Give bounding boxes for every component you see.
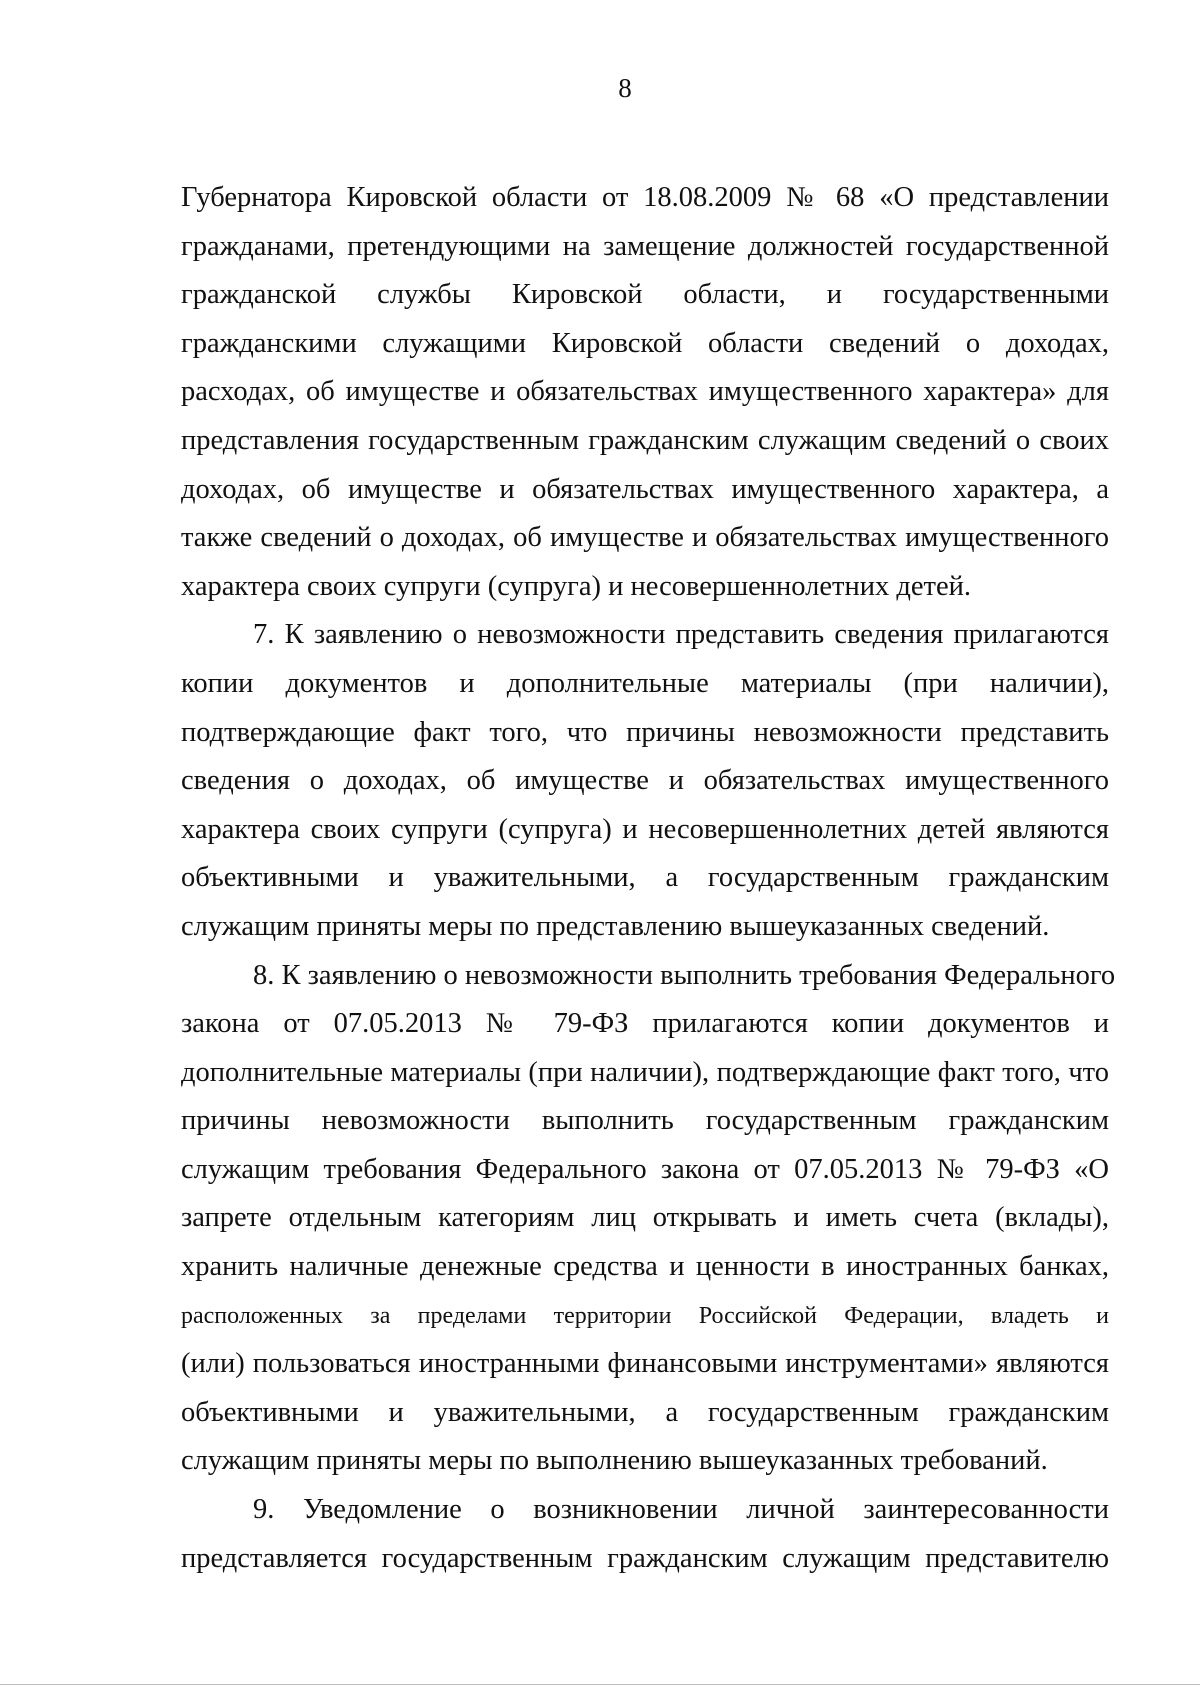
- paragraph-8: [181, 952, 1116, 1487]
- text-line: копии документов и дополнительные материалы (при наличии),: [181, 667, 1109, 699]
- text-line: (или) пользоваться иностранными финансовыми инструментами» являются: [181, 1348, 1109, 1380]
- text-line: представляется государственным гражданским служащим представителю: [181, 1542, 1109, 1574]
- scan-edge-line: [0, 1684, 1200, 1685]
- text-line: расположенных за пределами территории Российской Федерации, владеть и: [181, 1302, 1109, 1329]
- page-number: 8: [618, 73, 632, 103]
- text-line: хранить наличные денежные средства и ценности в иностранных банках,: [181, 1251, 1109, 1283]
- text-line: 7. К заявлению о невозможности представить сведения прилагаются: [253, 619, 1109, 651]
- document-body: [181, 174, 1116, 1583]
- text-line: гражданами, претендующими на замещение должностей государственной: [181, 230, 1109, 262]
- text-line: характера своих супруги (супруга) и несовершеннолетних детей являются: [181, 813, 1109, 845]
- text-line: гражданскими служащими Кировской области сведений о доходах,: [181, 327, 1109, 359]
- text-line: расходах, об имуществе и обязательствах имущественного характера» для: [181, 376, 1109, 408]
- text-line: характера своих супруги (супруга) и несовершеннолетних детей.: [181, 570, 972, 602]
- text-line: причины невозможности выполнить государственным гражданским: [181, 1105, 1109, 1137]
- text-line: объективными и уважительными, а государственным гражданским: [181, 862, 1109, 894]
- text-line: сведения о доходах, об имуществе и обязательствах имущественного: [181, 765, 1109, 797]
- text-line: 9. Уведомление о возникновении личной заинтересованности: [253, 1494, 1109, 1526]
- text-line: 8. К заявлению о невозможности выполнить требования Федерального: [253, 959, 1116, 991]
- text-line: закона от 07.05.2013 № 79-ФЗ прилагаются копии документов и: [181, 1008, 1109, 1040]
- text-line: Губернатора Кировской области от 18.08.2009 № 68 «О представлении: [181, 182, 1109, 213]
- text-line: дополнительные материалы (при наличии), подтверждающие факт того, что: [181, 1056, 1109, 1088]
- paragraph-7: [181, 611, 1109, 951]
- text-line: служащим приняты меры по представлению вышеуказанных сведений.: [181, 910, 1050, 942]
- paragraph-9: [181, 1486, 1109, 1583]
- text-line: гражданской службы Кировской области, и государственными: [181, 279, 1109, 311]
- text-line: также сведений о доходах, об имуществе и обязательствах имущественного: [181, 522, 1109, 554]
- text-line: объективными и уважительными, а государственным гражданским: [181, 1396, 1109, 1428]
- text-line: представления государственным гражданским служащим сведений о своих: [181, 424, 1109, 456]
- text-line: доходах, об имуществе и обязательствах имущественного характера, а: [181, 473, 1109, 505]
- text-line: подтверждающие факт того, что причины невозможности представить: [181, 716, 1109, 748]
- text-line: служащим требования Федерального закона от 07.05.2013 № 79-ФЗ «О: [181, 1153, 1109, 1185]
- paragraph-continuation: [181, 174, 1109, 611]
- text-line: запрете отдельным категориям лиц открывать и иметь счета (вклады),: [181, 1202, 1109, 1234]
- text-line: служащим приняты меры по выполнению вышеуказанных требований.: [181, 1445, 1048, 1477]
